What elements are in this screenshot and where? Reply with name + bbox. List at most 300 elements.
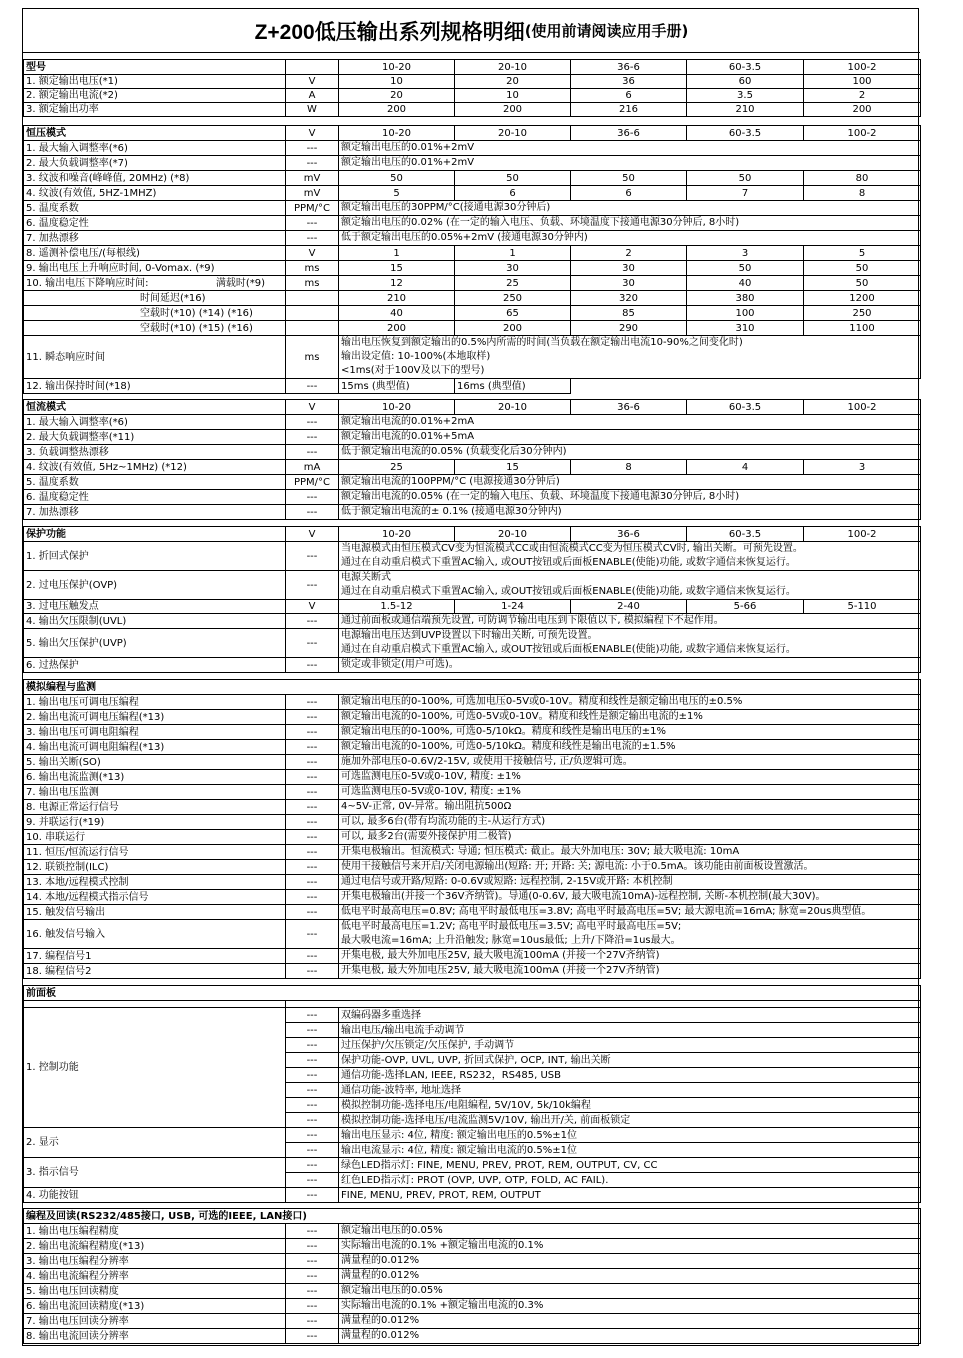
row-label: 6. 温度稳定性	[24, 216, 286, 231]
section-header-row	[24, 400, 921, 415]
row-text: 额定输出电压的0-100%, 可选加电压0-5V或0-10V。精度和线性是额定输出电压的±0.5%	[339, 695, 921, 710]
analog-section	[23, 679, 920, 979]
row-value: 210	[339, 291, 455, 306]
row-text: 15ms (典型值)	[339, 379, 455, 394]
row-label: 3. 过电压触发点	[24, 600, 286, 614]
model-header: 100-2	[804, 400, 921, 415]
row-unit: ---	[286, 815, 339, 830]
row-unit: PPM/°C	[286, 475, 339, 490]
row-label	[24, 276, 286, 291]
spacer	[286, 1001, 921, 1008]
row-value: 50	[804, 261, 921, 276]
table-row	[24, 1224, 921, 1239]
table-row	[24, 890, 921, 905]
model-header: 10-20	[339, 527, 455, 542]
row-text: 低于额定输出电压的0.05%+2mV (接通电源30分钟内)	[339, 231, 921, 246]
row-unit: W	[286, 103, 339, 117]
row-unit: ---	[286, 964, 339, 979]
unit-header: V	[286, 527, 339, 542]
row-value: 1	[455, 246, 571, 261]
model-header: 36-6	[571, 400, 687, 415]
row-label: 4. 纹波(有效值, 5HZ-1MHZ)	[24, 186, 286, 201]
row-text: 额定输出电压的0.01%+2mV	[339, 156, 921, 171]
row-value: 50	[687, 261, 804, 276]
row-unit	[286, 291, 339, 306]
row-unit: ---	[286, 415, 339, 430]
row-text: 输出电流显示: 4位, 精度: 额定输出电流的0.5%±1位	[339, 1143, 921, 1158]
row-label: 3. 负载调整热漂移	[24, 445, 286, 460]
row-value: 50	[455, 171, 571, 186]
row-value: 30	[571, 261, 687, 276]
row-label: 12. 联锁控制(ILC)	[24, 860, 286, 875]
row-text: 输出电压显示: 4位, 精度: 额定输出电压的0.5%±1位	[339, 1128, 921, 1143]
row-unit: ---	[286, 1023, 339, 1038]
row-label: 9. 输出电压上升响应时间, 0-Vomax. (*9)	[24, 261, 286, 276]
table-row	[24, 600, 921, 614]
row-value: 10	[455, 89, 571, 103]
row-value: 50	[571, 171, 687, 186]
table-row	[24, 1314, 921, 1329]
row-text: 额定输出电压的0-100%, 可选0-5/10kΩ。精度和线性是输出电压的±1%	[339, 725, 921, 740]
row-unit: ---	[286, 785, 339, 800]
row-value: 60	[687, 75, 804, 89]
row-unit: ---	[286, 845, 339, 860]
row-unit: ---	[286, 141, 339, 156]
row-label: 5. 输出关断(SO)	[24, 755, 286, 770]
row-label: 4. 纹波(有效值, 5Hz~1MHz) (*12)	[24, 460, 286, 475]
model-header: 60-3.5	[687, 400, 804, 415]
section-header-row	[24, 527, 921, 542]
row-text: 可选监测电压0-5V或0-10V, 精度: ±1%	[339, 770, 921, 785]
row-unit: ---	[286, 755, 339, 770]
row-value: 15	[455, 460, 571, 475]
row-unit: ---	[286, 1128, 339, 1143]
row-value: 5-66	[687, 600, 804, 614]
table-row	[24, 103, 921, 117]
row-unit: ---	[286, 156, 339, 171]
row-label: 5. 温度系数	[24, 475, 286, 490]
row-value: 5	[804, 246, 921, 261]
row-unit: ---	[286, 695, 339, 710]
row-text: 额定输出电压的0.05%	[339, 1224, 921, 1239]
fall-label: 10. 输出电压下降响应时间:	[26, 277, 149, 289]
table-row	[24, 1128, 921, 1143]
row-unit: ---	[286, 800, 339, 815]
row-text: 开集电极, 最大外加电压25V, 最大吸电流100mA (并接一个27V齐纳管)	[339, 949, 921, 964]
model-header: 20-10	[455, 126, 571, 141]
row-unit: ---	[286, 658, 339, 673]
row-unit	[286, 306, 339, 321]
section-header-row	[24, 60, 921, 75]
row-label: 6. 温度稳定性	[24, 490, 286, 505]
section-header-row	[24, 126, 921, 141]
row-label: 15. 触发信号输出	[24, 905, 286, 920]
table-row	[24, 231, 921, 246]
row-unit: ---	[286, 1254, 339, 1269]
table-row	[24, 475, 921, 490]
model-header: 20-10	[455, 400, 571, 415]
row-text: 输出电压恢复到额定输出的0.5%内所需的时间(当负载在额定输出电流10-90%之间变化时) 输出设定值: 10-100%(本地取样) <1ms(对于100V及以下的型号)	[339, 336, 921, 379]
row-label: 7. 加热漂移	[24, 505, 286, 520]
row-label: 2. 最大负载调整率(*11)	[24, 430, 286, 445]
model-header: 10-20	[339, 400, 455, 415]
row-unit: ---	[286, 1284, 339, 1299]
row-label: 1. 折回式保护	[24, 542, 286, 571]
row-text	[571, 379, 921, 394]
row-text: FINE, MENU, PREV, PROT, REM, OUTPUT	[339, 1188, 921, 1203]
section-header: 保护功能	[24, 527, 286, 542]
row-label: 18. 编程信号2	[24, 964, 286, 979]
model-header: 60-3.5	[687, 527, 804, 542]
row-text: 额定输出电流的0.05% (在一定的输入电压、负载、环境温度下接通电源30分钟后, 8小时)	[339, 490, 921, 505]
row-value: 30	[455, 261, 571, 276]
row-value: 65	[455, 306, 571, 321]
front-panel-section	[23, 985, 920, 1203]
row-value: 2	[571, 246, 687, 261]
table-row	[24, 964, 921, 979]
table-row	[24, 1329, 921, 1344]
row-value: 6	[571, 89, 687, 103]
row-text: 模拟控制功能-选择电压/电阻编程, 5V/10V, 5k/10k编程	[339, 1098, 921, 1113]
model-header: 100-2	[804, 60, 921, 75]
row-label: 17. 编程信号1	[24, 949, 286, 964]
model-header: 20-10	[455, 527, 571, 542]
row-label: 6. 输出电流回读精度(*13)	[24, 1299, 286, 1314]
row-text: 电源关断式 通过在自动重启模式下重置AC输入, 或OUT按钮或后面板ENABLE(使能)功能, 或数字通信来恢复运行。	[339, 571, 921, 600]
table-row	[24, 201, 921, 216]
row-unit: ---	[286, 614, 339, 629]
row-unit: ---	[286, 860, 339, 875]
row-value: 8	[804, 186, 921, 201]
row-label: 3. 额定输出功率	[24, 103, 286, 117]
table-row	[24, 740, 921, 755]
table-row	[24, 1299, 921, 1314]
row-value: 20	[339, 89, 455, 103]
row-unit: ---	[286, 905, 339, 920]
row-unit: ---	[286, 1314, 339, 1329]
section-header: 编程及回读(RS232/485接口, USB, 可选的IEEE, LAN接口)	[24, 1209, 921, 1224]
table-row	[24, 785, 921, 800]
row-unit: ---	[286, 1173, 339, 1188]
row-unit: ms	[286, 261, 339, 276]
table-row	[24, 156, 921, 171]
table-row	[24, 629, 921, 658]
table-row	[24, 860, 921, 875]
table-row	[24, 291, 921, 306]
row-text: 通过电信号或开路/短路: 0-0.6V或短路: 远程控制, 2-15V或开路: 本机控制	[339, 875, 921, 890]
model-header: 36-6	[571, 60, 687, 75]
row-unit: ---	[286, 1269, 339, 1284]
row-value: 2	[804, 89, 921, 103]
row-label: 4. 输出欠压限制(UVL)	[24, 614, 286, 629]
row-value: 8	[571, 460, 687, 475]
section-header: 型号	[24, 60, 286, 75]
spacer-row	[24, 1001, 921, 1008]
section-header-row	[24, 1209, 921, 1224]
row-unit: ---	[286, 1038, 339, 1053]
table-row	[24, 75, 921, 89]
row-unit: ---	[286, 1158, 339, 1173]
table-row	[24, 755, 921, 770]
row-label: 10. 串联运行	[24, 830, 286, 845]
row-unit: ---	[286, 725, 339, 740]
row-unit: ---	[286, 1053, 339, 1068]
table-row	[24, 725, 921, 740]
row-unit: V	[286, 75, 339, 89]
row-unit: ---	[286, 629, 339, 658]
row-value: 5	[339, 186, 455, 201]
row-text: 实际输出电流的0.1% +额定输出电流的0.3%	[339, 1299, 921, 1314]
section-header-row	[24, 986, 921, 1001]
row-unit: ---	[286, 571, 339, 600]
table-row	[24, 830, 921, 845]
row-value: 36	[571, 75, 687, 89]
row-text: 开集电极输出。恒流模式: 导通; 恒压模式: 截止。最大外加电压: 30V; 最大吸电流: 10mA	[339, 845, 921, 860]
row-text: 16ms (典型值)	[455, 379, 571, 394]
table-row	[24, 815, 921, 830]
cv-section	[23, 125, 920, 394]
row-text: 满量程的0.012%	[339, 1329, 921, 1344]
rating-section	[23, 59, 920, 117]
section-header: 恒压模式	[24, 126, 286, 141]
spacer	[24, 1001, 286, 1008]
row-text: 额定输出电流的0.01%+2mA	[339, 415, 921, 430]
cc-section	[23, 399, 920, 520]
row-text: 低于额定输出电流的± 0.1% (接通电源30分钟内)	[339, 505, 921, 520]
section-header: 模拟编程与监测	[24, 680, 921, 695]
row-value: 100	[687, 306, 804, 321]
row-value: 290	[571, 321, 687, 336]
row-unit: ---	[286, 1143, 339, 1158]
row-unit: V	[286, 600, 339, 614]
row-text: 使用干接触信号来开启/关闭电源输出(短路: 开; 开路: 关; 源电流: 小于0.5mA。该功能由前面板设置激活。	[339, 860, 921, 875]
row-label: 1. 额定输出电压(*1)	[24, 75, 286, 89]
row-text: 锁定或非锁定(用户可选)。	[339, 658, 921, 673]
title-main: Z+200低压输出系列规格明细	[254, 20, 525, 44]
row-label: 2. 显示	[24, 1128, 286, 1158]
table-row	[24, 430, 921, 445]
row-value: 1200	[804, 291, 921, 306]
title-note: (使用前请阅读应用手册)	[524, 22, 689, 40]
table-row	[24, 1008, 921, 1023]
row-label: 11. 恒压/恒流运行信号	[24, 845, 286, 860]
row-label: 3. 输出电压编程分辨率	[24, 1254, 286, 1269]
table-row	[24, 89, 921, 103]
row-unit: ---	[286, 1113, 339, 1128]
row-value: 200	[804, 103, 921, 117]
row-value: 2-40	[571, 600, 687, 614]
table-row	[24, 1254, 921, 1269]
table-row	[24, 415, 921, 430]
protection-section	[23, 526, 920, 673]
table-row	[24, 1269, 921, 1284]
row-unit: ---	[286, 1224, 339, 1239]
model-header: 10-20	[339, 126, 455, 141]
row-label: 11. 瞬态响应时间	[24, 336, 286, 379]
row-text: 低电平时最高电压=0.8V; 高电平时最低电压=3.8V; 高电平时最高电压=5V; 最大源电流=16mA; 脉宽=20us典型值。	[339, 905, 921, 920]
row-label: 2. 输出电流可调电压编程(*13)	[24, 710, 286, 725]
row-unit: ---	[286, 1008, 339, 1023]
row-value: 1-24	[455, 600, 571, 614]
row-unit: ---	[286, 542, 339, 571]
row-unit: ---	[286, 1188, 339, 1203]
row-value: 40	[339, 306, 455, 321]
row-unit: ---	[286, 1299, 339, 1314]
row-label: 1. 最大输入调整率(*6)	[24, 141, 286, 156]
row-unit: A	[286, 89, 339, 103]
row-text: 低电平时最高电压=1.2V; 高电平时最低电压=3.5V; 高电平时最高电压=5V; 最大吸电流=16mA; 上升沿触发; 脉宽=10us最低; 上升/下降沿=1us最大。	[339, 920, 921, 949]
row-unit: mV	[286, 171, 339, 186]
table-row	[24, 542, 921, 571]
row-text: 额定输出电流的0-100%, 可选0-5V或0-10V。精度和线性是额定输出电流的±1%	[339, 710, 921, 725]
page-title	[23, 9, 920, 53]
row-unit: ---	[286, 490, 339, 505]
row-value: 15	[339, 261, 455, 276]
row-text: 模拟控制功能-选择电压/电流监测5V/10V, 输出开/关, 前面板锁定	[339, 1113, 921, 1128]
row-unit: ---	[286, 949, 339, 964]
row-unit: ---	[286, 216, 339, 231]
row-unit: ---	[286, 1068, 339, 1083]
row-text: 满量程的0.012%	[339, 1254, 921, 1269]
row-text: 额定输出电压的0.02% (在一定的输入电压、负载、环境温度下接通电源30分钟后, 8小时)	[339, 216, 921, 231]
row-unit: ---	[286, 770, 339, 785]
row-text: 施加外部电压0-0.6V/2-15V, 或使用干接触信号, 正/负逻辑可选。	[339, 755, 921, 770]
row-unit: ---	[286, 830, 339, 845]
row-text: 满量程的0.012%	[339, 1269, 921, 1284]
row-unit: ---	[286, 1239, 339, 1254]
table-row	[24, 490, 921, 505]
table-row	[24, 261, 921, 276]
row-value: 30	[571, 276, 687, 291]
table-row	[24, 1284, 921, 1299]
row-unit: ---	[286, 920, 339, 949]
row-sublabel: 空载时(*10) (*15) (*16)	[24, 321, 286, 336]
row-text: 额定输出电压的0.01%+2mV	[339, 141, 921, 156]
table-row	[24, 710, 921, 725]
table-row	[24, 905, 921, 920]
row-label: 2. 过电压保护(OVP)	[24, 571, 286, 600]
row-value: 25	[339, 460, 455, 475]
row-value: 320	[571, 291, 687, 306]
row-value: 12	[339, 276, 455, 291]
table-row	[24, 571, 921, 600]
row-text: 开集电极输出(并接一个36V齐纳管)。导通(0-0.6V, 最大吸电流10mA)-远程控制, 关断-本机控制(最大30V)。	[339, 890, 921, 905]
row-unit: ---	[286, 740, 339, 755]
table-row	[24, 949, 921, 964]
row-value: 380	[687, 291, 804, 306]
table-row	[24, 460, 921, 475]
row-label: 2. 最大负载调整率(*7)	[24, 156, 286, 171]
table-row	[24, 1188, 921, 1203]
row-value: 5-110	[804, 600, 921, 614]
model-header: 100-2	[804, 527, 921, 542]
row-label: 4. 功能按钮	[24, 1188, 286, 1203]
row-label: 3. 输出电压可调电阻编程	[24, 725, 286, 740]
row-value: 1	[339, 246, 455, 261]
row-unit: ---	[286, 1329, 339, 1344]
row-value: 250	[455, 291, 571, 306]
row-unit: ---	[286, 231, 339, 246]
row-label: 5. 温度系数	[24, 201, 286, 216]
model-header: 100-2	[804, 126, 921, 141]
row-unit: ms	[286, 336, 339, 379]
row-label: 7. 加热漂移	[24, 231, 286, 246]
row-text: 绿色LED指示灯: FINE, MENU, PREV, PROT, REM, OUTPUT, CV, CC	[339, 1158, 921, 1173]
programming-section	[23, 1208, 920, 1344]
table-row	[24, 658, 921, 673]
unit-header	[286, 60, 339, 75]
row-label: 8. 输出电流回读分辨率	[24, 1329, 286, 1344]
table-row	[24, 379, 921, 394]
row-unit: ---	[286, 1098, 339, 1113]
fall-sublabel: 满载时(*9)	[215, 277, 265, 289]
table-row	[24, 770, 921, 785]
row-text: 通信功能-选择LAN, IEEE, RS232，RS485, USB	[339, 1068, 921, 1083]
row-value: 80	[804, 171, 921, 186]
table-row	[24, 614, 921, 629]
model-header: 36-6	[571, 126, 687, 141]
table-row	[24, 875, 921, 890]
row-label: 8. 电源正常运行信号	[24, 800, 286, 815]
row-unit: ---	[286, 875, 339, 890]
row-value: 3.5	[687, 89, 804, 103]
row-label: 8. 遥测补偿电压/(每根线)	[24, 246, 286, 261]
row-text: 输出电压/输出电流手动调节	[339, 1023, 921, 1038]
row-value: 7	[687, 186, 804, 201]
row-label: 16. 触发信号输入	[24, 920, 286, 949]
row-label: 4. 输出电流可调电阻编程(*13)	[24, 740, 286, 755]
row-label: 14. 本地/远程模式指示信号	[24, 890, 286, 905]
row-value: 3	[804, 460, 921, 475]
row-value: 25	[455, 276, 571, 291]
row-text: 开集电极, 最大外加电压25V, 最大吸电流100mA (并接一个27V齐纳管)	[339, 964, 921, 979]
row-label: 13. 本地/远程模式控制	[24, 875, 286, 890]
table-row	[24, 1158, 921, 1173]
row-label: 5. 输出电压回读精度	[24, 1284, 286, 1299]
row-text: 额定输出电压的30PPM/°C(接通电源30分钟后)	[339, 201, 921, 216]
row-unit	[286, 321, 339, 336]
row-text: 可以, 最多6台(带有均流功能的主-从运行方式)	[339, 815, 921, 830]
row-value: 200	[455, 321, 571, 336]
row-value: 10	[339, 75, 455, 89]
row-label: 7. 输出电压监测	[24, 785, 286, 800]
row-value: 200	[455, 103, 571, 117]
row-value: 4	[687, 460, 804, 475]
row-label: 1. 输出电压编程精度	[24, 1224, 286, 1239]
row-value: 85	[571, 306, 687, 321]
model-header: 60-3.5	[687, 60, 804, 75]
row-value: 50	[339, 171, 455, 186]
row-value: 250	[804, 306, 921, 321]
row-value: 210	[687, 103, 804, 117]
row-label: 6. 输出电流监测(*13)	[24, 770, 286, 785]
row-value: 40	[687, 276, 804, 291]
row-label: 1. 输出电压可调电压编程	[24, 695, 286, 710]
row-label: 1. 控制功能	[24, 1008, 286, 1128]
row-value: 50	[687, 171, 804, 186]
row-text: 电源输出电压达到UVP设置以下时输出关断, 可预先设置。 通过在自动重启模式下重置AC输入, 或OUT按钮或后面板ENABLE(使能)功能, 或数字通信来恢复运行。	[339, 629, 921, 658]
row-unit: ---	[286, 710, 339, 725]
row-text: 红色LED指示灯: PROT (OVP, UVP, OTP, FOLD, AC FAIL).	[339, 1173, 921, 1188]
table-row	[24, 505, 921, 520]
table-row	[24, 306, 921, 321]
row-label: 12. 输出保持时间(*18)	[24, 379, 286, 394]
spec-sheet	[22, 8, 919, 1346]
model-header: 20-10	[455, 60, 571, 75]
row-label: 3. 纹波和噪音(峰峰值, 20MHz) (*8)	[24, 171, 286, 186]
row-label: 9. 并联运行(*19)	[24, 815, 286, 830]
row-text: 当电源模式由恒压模式CV变为恒流模式CC或由恒流模式CC变为恒压模式CV时, 输出关断。可预先设置。 通过在自动重启模式下重置AC输入, 或OUT按钮或后面板ENABLE(使能)功能, 或数字通信来恢复运行。	[339, 542, 921, 571]
